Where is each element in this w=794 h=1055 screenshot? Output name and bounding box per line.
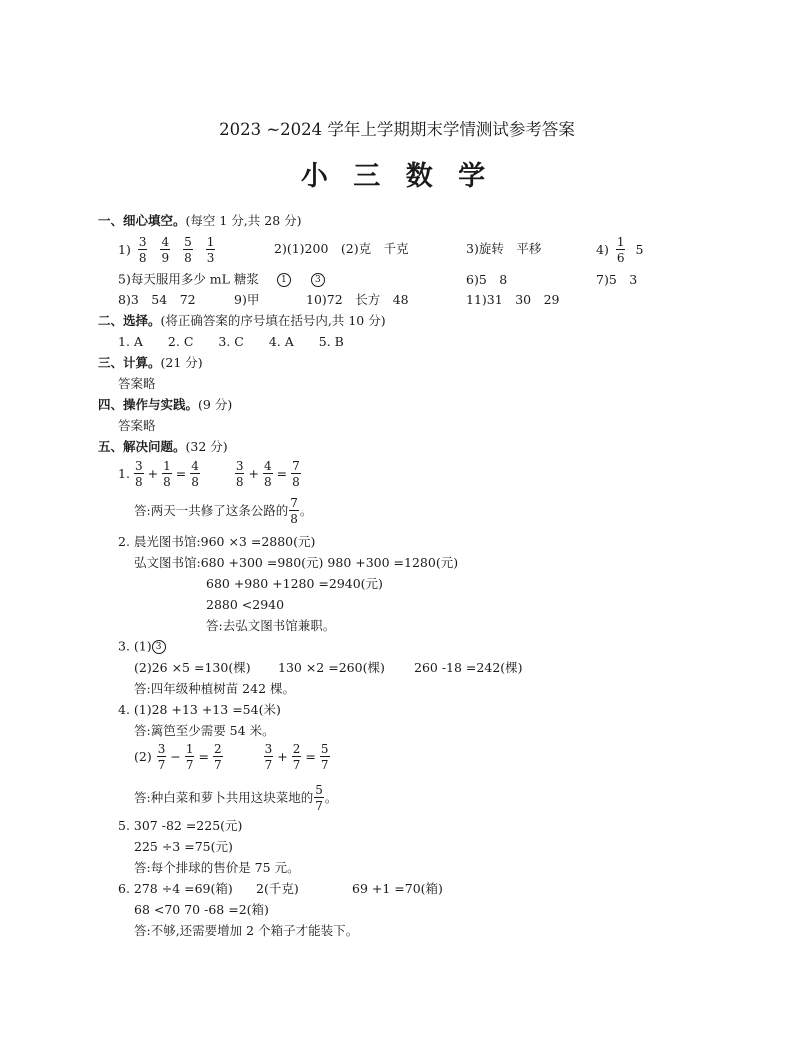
- s5-p2-answer: 答:去弘文图书馆兼职。: [206, 618, 336, 633]
- s4-answer: 答案略: [118, 418, 156, 433]
- fraction: $\frac{5}{7}$: [320, 742, 329, 772]
- s1-q4: 4) $\frac{1}{6}$ 5: [596, 235, 644, 265]
- circled-number: 1: [277, 273, 291, 287]
- fraction: $\frac{7}{8}$: [290, 496, 298, 526]
- s1-q5: 5)每天服用多少 mL 糖浆 1 3: [118, 273, 325, 287]
- s5-p2-line1: 2. 晨光图书馆:960 ×3 =2880(元): [118, 534, 316, 549]
- s5-p3-answer: 答:四年级种植树苗 242 棵。: [134, 681, 296, 696]
- fraction: $\frac{3}{8}$: [235, 459, 244, 489]
- fraction: $\frac{3}{7}$: [264, 742, 273, 772]
- s1-q2: 2)(1)200 (2)克 千克: [274, 241, 409, 256]
- fraction: $\frac{2}{7}$: [213, 742, 222, 772]
- s5-p1-answer: 答:两天一共修了这条公路的 $\frac{7}{8}$ 。: [134, 496, 313, 526]
- s5-p1-equations: 1. $\frac{3}{8}$ + $\frac{1}{8}$ = $\frac{4}{8}$ $\frac{3}{8}$ + $\frac{4}{8}$ = $\frac{7}{8}$: [118, 459, 300, 489]
- fraction: $\frac{2}{7}$: [292, 742, 301, 772]
- s5-p4-line2: 答:篱笆至少需要 54 米。: [134, 723, 275, 738]
- s1-q3: 3)旋转 平移: [466, 241, 542, 256]
- fraction: $\frac{4}{8}$: [263, 459, 272, 489]
- fraction: $\frac{7}{8}$: [292, 459, 300, 489]
- s5-p6-line1a: 6. 278 ÷4 =69(箱): [118, 881, 233, 896]
- subject-title: 小 三 数 学: [300, 161, 494, 192]
- fraction: $\frac{3}{7}$: [157, 742, 166, 772]
- s5-p6-line2: 68 <70 70 -68 =2(箱): [134, 902, 269, 917]
- document-title: 2023 ~2024 学年上学期期末学情测试参考答案: [219, 120, 575, 139]
- s5-p3-line2a: (2)26 ×5 =130(棵): [134, 660, 251, 675]
- section-1-heading: 一、细心填空。(每空 1 分,共 28 分): [98, 213, 302, 228]
- s5-p6-line1b: 2(千克): [256, 881, 299, 896]
- fraction: $\frac{5}{7}$: [315, 783, 323, 813]
- fraction: $\frac{1}{7}$: [185, 742, 194, 772]
- s2-answers: 1. A 2. C 3. C 4. A 5. B: [118, 334, 344, 349]
- fraction: $\frac{3}{8}$: [138, 235, 147, 265]
- s1-q10: 10)72 长方 48: [306, 292, 409, 307]
- s5-p4-equations: (2) $\frac{3}{7}$ − $\frac{1}{7}$ = $\frac{2}{7}$ $\frac{3}{7}$ + $\frac{2}{7}$ = $\frac{5}{7}$: [134, 742, 329, 772]
- s1-q6: 6)5 8: [466, 272, 508, 287]
- section-4-heading: 四、操作与实践。(9 分): [98, 397, 233, 412]
- fraction: $\frac{3}{8}$: [134, 459, 143, 489]
- fraction: $\frac{5}{8}$: [184, 235, 192, 265]
- s1-q9: 9)甲: [234, 292, 260, 307]
- s3-answer: 答案略: [118, 376, 156, 391]
- circled-number: 3: [152, 640, 166, 654]
- s1-q7: 7)5 3: [596, 272, 638, 287]
- section-2-heading: 二、选择。(将正确答案的序号填在括号内,共 10 分): [98, 313, 386, 328]
- s5-p4-answer: 答:种白菜和萝卜共用这块菜地的 $\frac{5}{7}$ 。: [134, 783, 338, 813]
- fraction: $\frac{1}{3}$: [206, 235, 215, 265]
- s5-p4-line1: 4. (1)28 +13 +13 =54(米): [118, 702, 281, 717]
- fraction: $\frac{4}{9}$: [161, 235, 170, 265]
- s5-p6-line1c: 69 +1 =70(箱): [352, 881, 443, 896]
- s1-q1: 1) $\frac{3}{8}$ $\frac{4}{9}$ $\frac{5}{8}$ $\frac{1}{3}$: [118, 235, 215, 265]
- s1-q8: 8)3 54 72: [118, 292, 196, 307]
- s5-p5-line1: 5. 307 -82 =225(元): [118, 818, 243, 833]
- s5-p2-line2: 弘文图书馆:680 +300 =980(元) 980 +300 =1280(元): [134, 555, 459, 570]
- circled-number: 3: [311, 273, 325, 287]
- section-5-heading: 五、解决问题。(32 分): [98, 439, 228, 454]
- section-3-heading: 三、计算。(21 分): [98, 355, 203, 370]
- fraction: $\frac{1}{8}$: [163, 459, 171, 489]
- s5-p5-line2: 225 ÷3 =75(元): [134, 839, 233, 854]
- s5-p3-line2b: 130 ×2 =260(棵): [278, 660, 385, 675]
- fraction: $\frac{1}{6}$: [616, 235, 625, 265]
- s5-p2-line3: 680 +980 +1280 =2940(元): [206, 576, 383, 591]
- s5-p3-line2c: 260 -18 =242(棵): [414, 660, 523, 675]
- s5-p6-answer: 答:不够,还需要增加 2 个箱子才能装下。: [134, 923, 359, 938]
- s5-p5-answer: 答:每个排球的售价是 75 元。: [134, 860, 300, 875]
- s1-q11: 11)31 30 29: [466, 292, 560, 307]
- fraction: $\frac{4}{8}$: [191, 459, 199, 489]
- s5-p3-line1: 3. (1) 3: [118, 640, 166, 654]
- s5-p2-line4: 2880 <2940: [206, 597, 285, 612]
